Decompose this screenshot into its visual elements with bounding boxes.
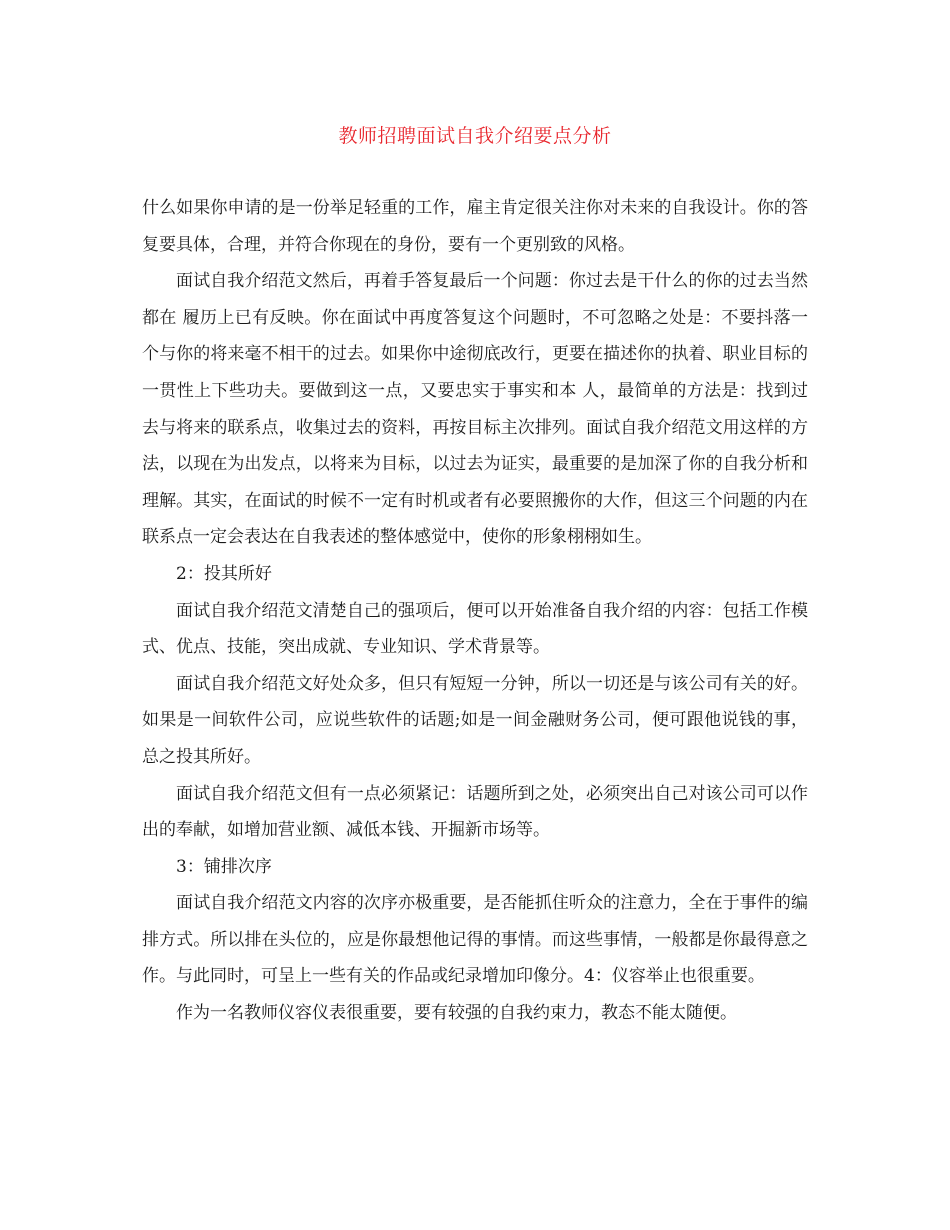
paragraph-7: 作为一名教师仪容仪表很重要，要有较强的自我约束力，教态不能太随便。	[176, 1003, 737, 1024]
document-body	[142, 190, 808, 1032]
paragraph-6: 面试自我介绍范文内容的次序亦极重要，是否能抓住听众的注意力，全在于事件的编排方式。所以排在头位的，应是你最想他记得的事情。而这些事情，一般都是你最得意之作。与此同时，可呈上一些有关的作品或纪录增加印像分。4：仪容举止也很重要。	[142, 893, 808, 987]
document-title: 教师招聘面试自我介绍要点分析	[338, 125, 612, 147]
paragraph-3: 面试自我介绍范文清楚自己的强项后，便可以开始准备自我介绍的内容：包括工作模式、优点、技能，突出成就、专业知识、学术背景等。	[142, 600, 808, 658]
paragraph-1: 什么如果你申请的是一份举足轻重的工作，雇主肯定很关注你对未来的自我设计。你的答复要具体，合理，并符合你现在的身份，要有一个更别致的风格。	[142, 198, 808, 255]
paragraph-5: 面试自我介绍范文但有一点必须紧记：话题所到之处，必须突出自己对该公司可以作出的奉献，如增加营业额、减低本钱、开掘新市场等。	[142, 783, 808, 841]
paragraph-4: 面试自我介绍范文好处众多，但只有短短一分钟，所以一切还是与该公司有关的好。如果是一间软件公司，应说些软件的话题;如是一间金融财务公司，便可跟他说钱的事，总之投其所好。	[142, 673, 808, 767]
section-heading-2: 2：投其所好	[176, 563, 272, 584]
paragraph-2: 面试自我介绍范文然后，再着手答复最后一个问题：你过去是干什么的你的过去当然都在 履历上已有反映。你在面试中再度答复这个问题时，不可忽略之处是：不要抖落一个与你的将来毫不相干的过去。如果你中途彻底改行，更要在描述你的执着、职业目标的一贯性上下些功夫。要做到这一点，又要忠实于事实和本 人，最简单的方法是：找到过去与将来的联系点，收集过去的资料，再按目标主次排列。面试自我介绍范文用这样的方法，以现在为出发点，以将来为目标，以过去为证实，最重要的是加深了你的自我分析和理解。其实，在面试的时候不一定有时机或者有必要照搬你的大作，但这三个问题的内在联系点一定会表达在自我表述的整体感觉中，使你的形象栩栩如生。	[142, 271, 808, 548]
section-heading-3: 3：铺排次序	[176, 856, 272, 877]
